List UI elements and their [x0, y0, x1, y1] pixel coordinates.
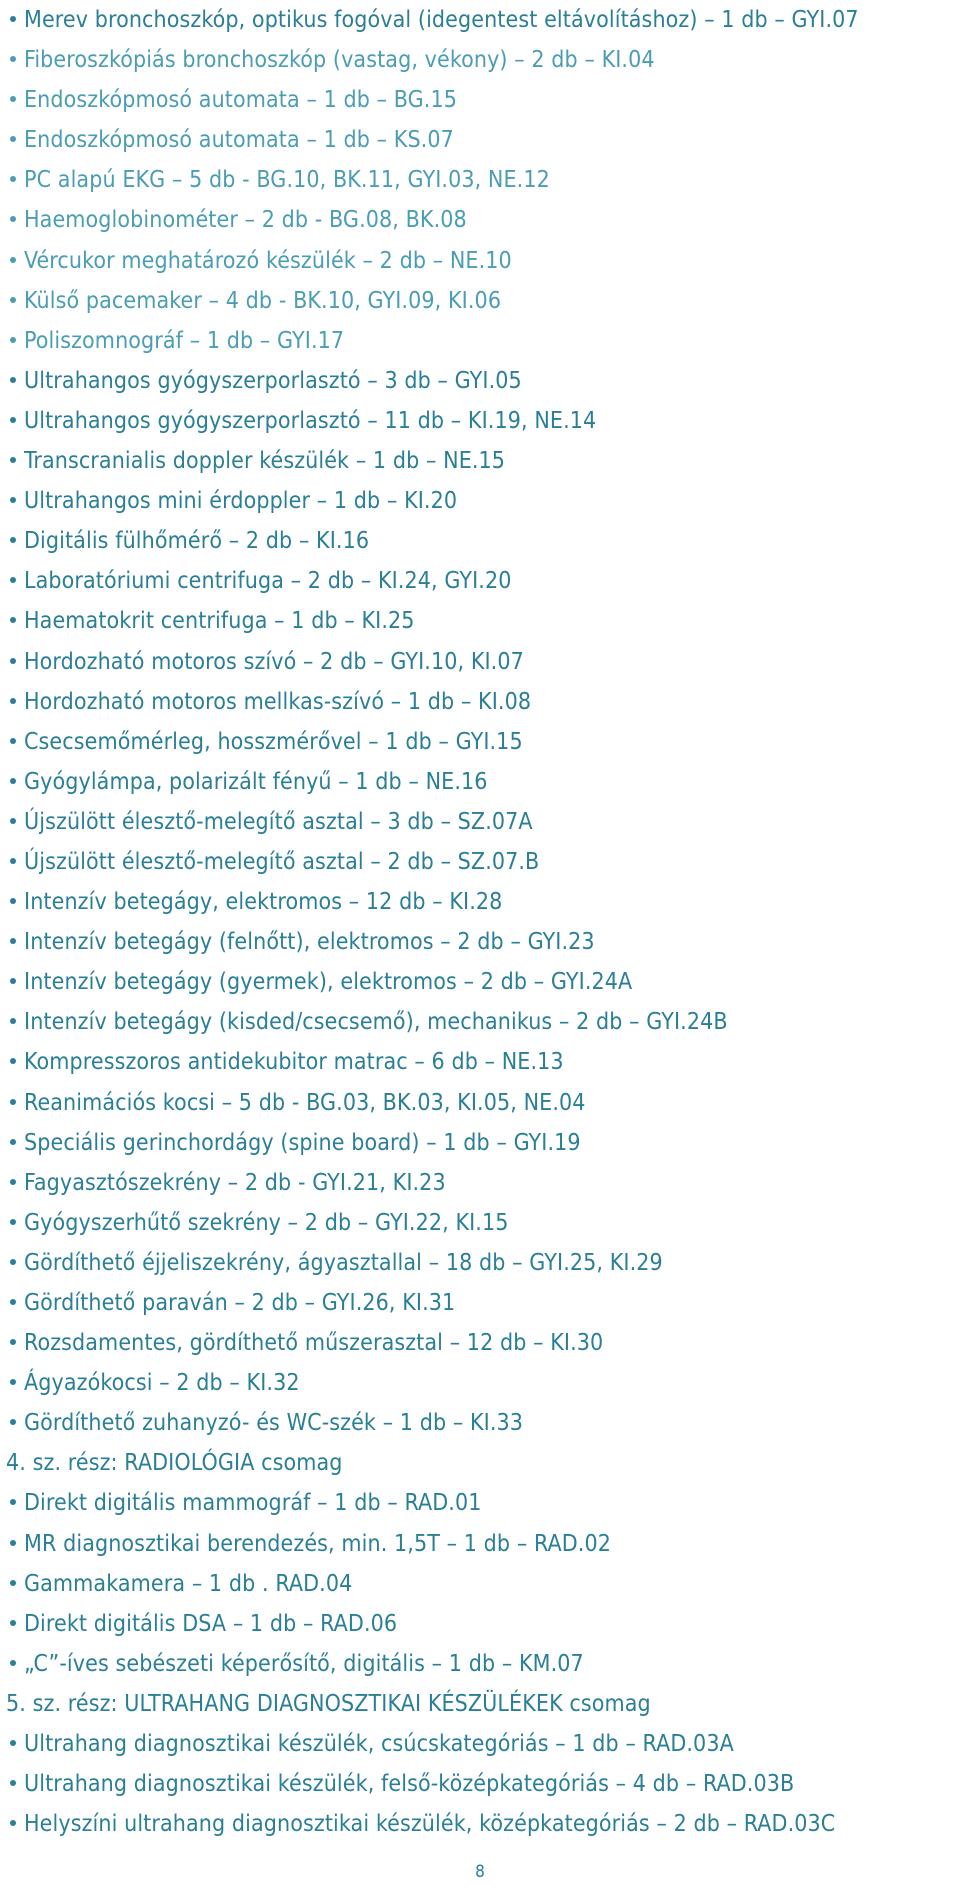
bullet-icon [10, 1740, 16, 1746]
list-item-text: Digitális fülhőmérő – 2 db – KI.16 [24, 528, 370, 555]
list-item-text: Endoszkópmosó automata – 1 db – KS.07 [24, 127, 454, 154]
bullet-icon [10, 1259, 16, 1265]
list-item [6, 1524, 956, 1564]
list-item [6, 441, 956, 481]
bullet-icon [10, 1580, 16, 1586]
list-item-text: Direkt digitális DSA – 1 db – RAD.06 [24, 1610, 398, 1637]
list-item [6, 1644, 956, 1684]
bullet-icon [10, 738, 16, 744]
list-item [6, 1042, 956, 1082]
list-item [6, 1283, 956, 1323]
bullet-icon [10, 96, 16, 102]
section-heading-text: 5. sz. rész: ULTRAHANG DIAGNOSZTIKAI KÉSZÜLÉKEK csomag [6, 1690, 651, 1717]
list-item-text: Intenzív betegágy (gyermek), elektromos – 2 db – GYI.24A [24, 969, 633, 996]
list-item-text: Hordozható motoros mellkas-szívó – 1 db – KI.08 [24, 688, 532, 715]
list-item [6, 241, 956, 281]
list-item-text: Ultrahang diagnosztikai készülék, felső-középkategóriás – 4 db – RAD.03B [24, 1771, 795, 1798]
bullet-icon [10, 1339, 16, 1345]
list-item-text: Ultrahangos gyógyszerporlasztó – 11 db – KI.19, NE.14 [24, 407, 597, 434]
list-item [6, 1764, 956, 1804]
list-item [6, 0, 956, 40]
bullet-icon [10, 1499, 16, 1505]
bullet-icon [10, 898, 16, 904]
list-item-text: PC alapú EKG – 5 db - BG.10, BK.11, GYI.03, NE.12 [24, 167, 550, 194]
section-heading-text: 4. sz. rész: RADIOLÓGIA csomag [6, 1450, 343, 1477]
list-item-text: Rozsdamentes, gördíthető műszerasztal – 12 db – KI.30 [24, 1330, 604, 1357]
list-item [6, 1724, 956, 1764]
list-item [6, 1002, 956, 1042]
bullet-icon [10, 377, 16, 383]
list-item [6, 1564, 956, 1604]
list-item-text: Újszülött élesztő-melegítő asztal – 2 db – SZ.07.B [24, 848, 540, 875]
list-item [6, 642, 956, 682]
list-item-text: Intenzív betegágy, elektromos – 12 db – KI.28 [24, 889, 503, 916]
list-item [6, 1203, 956, 1243]
page-number: 8 [475, 1862, 485, 1882]
list-item [6, 722, 956, 762]
list-item-text: Laboratóriumi centrifuga – 2 db – KI.24, GYI.20 [24, 568, 512, 595]
list-item [6, 481, 956, 521]
section-heading [6, 1443, 956, 1483]
bullet-icon [10, 457, 16, 463]
list-item [6, 1123, 956, 1163]
list-item-text: Intenzív betegágy (felnőtt), elektromos – 2 db – GYI.23 [24, 929, 595, 956]
list-item [6, 802, 956, 842]
section-heading [6, 1684, 956, 1724]
bullet-icon [10, 417, 16, 423]
list-item [6, 160, 956, 200]
list-item-text: Ultrahangos gyógyszerporlasztó – 3 db – GYI.05 [24, 367, 522, 394]
bullet-icon [10, 497, 16, 503]
list-item [6, 1804, 956, 1844]
list-item-text: Poliszomnográf – 1 db – GYI.17 [24, 327, 345, 354]
list-item [6, 1243, 956, 1283]
list-item-text: „C”-íves sebészeti képerősítő, digitális – 1 db – KM.07 [24, 1650, 584, 1677]
list-item-text: Haematokrit centrifuga – 1 db – KI.25 [24, 608, 415, 635]
list-item-text: Direkt digitális mammográf – 1 db – RAD.01 [24, 1490, 482, 1517]
list-item-text: Reanimációs kocsi – 5 db - BG.03, BK.03, KI.05, NE.04 [24, 1089, 586, 1116]
bullet-icon [10, 136, 16, 142]
bullet-icon [10, 938, 16, 944]
bullet-icon [10, 1219, 16, 1225]
list-item [6, 1163, 956, 1203]
list-item-text: Transcranialis doppler készülék – 1 db – NE.15 [24, 448, 506, 475]
list-item-text: Ultrahang diagnosztikai készülék, csúcskategóriás – 1 db – RAD.03A [24, 1731, 734, 1758]
bullet-icon [10, 978, 16, 984]
bullet-icon [10, 778, 16, 784]
list-item [6, 1403, 956, 1443]
list-item [6, 401, 956, 441]
bullet-icon [10, 1379, 16, 1385]
list-item-text: Merev bronchoszkóp, optikus fogóval (idegentest eltávolításhoz) – 1 db – GYI.07 [24, 7, 859, 33]
list-item-text: Gördíthető zuhanyzó- és WC-szék – 1 db – KI.33 [24, 1410, 524, 1437]
bullet-icon [10, 1540, 16, 1546]
list-item [6, 281, 956, 321]
list-item [6, 1604, 956, 1644]
list-item-text: Speciális gerinchordágy (spine board) – 1 db – GYI.19 [24, 1129, 581, 1156]
bullet-icon [10, 1018, 16, 1024]
list-item-text: Ágyazókocsi – 2 db – KI.32 [24, 1370, 300, 1397]
bullet-icon [10, 858, 16, 864]
bullet-icon [10, 176, 16, 182]
list-item-text: Gammakamera – 1 db . RAD.04 [24, 1570, 353, 1597]
bullet-icon [10, 1820, 16, 1826]
list-item [6, 882, 956, 922]
bullet-icon [10, 216, 16, 222]
bullet-icon [10, 1660, 16, 1666]
list-item-text: Ultrahangos mini érdoppler – 1 db – KI.20 [24, 488, 458, 515]
list-item-text: MR diagnosztikai berendezés, min. 1,5T – 1 db – RAD.02 [24, 1530, 611, 1557]
bullet-icon [10, 1620, 16, 1626]
bullet-icon [10, 1299, 16, 1305]
bullet-icon [10, 297, 16, 303]
list-item [6, 1323, 956, 1363]
bullet-icon [10, 1058, 16, 1064]
list-item [6, 762, 956, 802]
bullet-icon [10, 56, 16, 62]
list-item-text: Gördíthető éjjeliszekrény, ágyasztallal – 18 db – GYI.25, KI.29 [24, 1249, 663, 1276]
list-item [6, 120, 956, 160]
bullet-icon [10, 1179, 16, 1185]
bullet-icon [10, 617, 16, 623]
list-item [6, 321, 956, 361]
list-item-text: Külső pacemaker – 4 db - BK.10, GYI.09, KI.06 [24, 287, 502, 314]
list-item-text: Haemoglobinométer – 2 db - BG.08, BK.08 [24, 207, 467, 234]
bullet-icon [10, 257, 16, 263]
bullet-icon [10, 1780, 16, 1786]
list-item-text: Újszülött élesztő-melegítő asztal – 3 db – SZ.07A [24, 808, 533, 835]
list-item [6, 842, 956, 882]
list-item-text: Hordozható motoros szívó – 2 db – GYI.10, KI.07 [24, 648, 524, 675]
list-item [6, 361, 956, 401]
list-item-text: Fagyasztószekrény – 2 db - GYI.21, KI.23 [24, 1169, 446, 1196]
list-item-text: Vércukor meghatározó készülék – 2 db – NE.10 [24, 247, 512, 274]
list-item-text: Intenzív betegágy (kisded/csecsemő), mechanikus – 2 db – GYI.24B [24, 1009, 728, 1036]
list-item [6, 200, 956, 240]
list-item-text: Gyógylámpa, polarizált fényű – 1 db – NE.16 [24, 768, 488, 795]
list-item-text: Gyógyszerhűtő szekrény – 2 db – GYI.22, KI.15 [24, 1209, 509, 1236]
list-item [6, 682, 956, 722]
list-item-text: Endoszkópmosó automata – 1 db – BG.15 [24, 87, 457, 114]
list-item [6, 521, 956, 561]
bullet-icon [10, 537, 16, 543]
bullet-icon [10, 337, 16, 343]
bullet-icon [10, 1419, 16, 1425]
list-item [6, 40, 956, 80]
bullet-icon [10, 16, 16, 22]
bullet-icon [10, 818, 16, 824]
list-item [6, 1363, 956, 1403]
bullet-icon [10, 658, 16, 664]
list-item-text: Fiberoszkópiás bronchoszkóp (vastag, vékony) – 2 db – KI.04 [24, 47, 655, 74]
list-item-text: Gördíthető paraván – 2 db – GYI.26, KI.31 [24, 1290, 456, 1316]
equipment-list [6, 0, 956, 1844]
list-item [6, 80, 956, 120]
list-item [6, 1483, 956, 1523]
list-item [6, 922, 956, 962]
bullet-icon [10, 577, 16, 583]
list-item [6, 1083, 956, 1123]
list-item-text: Csecsemőmérleg, hosszmérővel – 1 db – GYI.15 [24, 728, 523, 755]
bullet-icon [10, 1139, 16, 1145]
list-item-text: Kompresszoros antidekubitor matrac – 6 db – NE.13 [24, 1049, 564, 1076]
bullet-icon [10, 1099, 16, 1105]
list-item [6, 561, 956, 601]
list-item [6, 962, 956, 1002]
list-item [6, 601, 956, 641]
bullet-icon [10, 698, 16, 704]
list-item-text: Helyszíni ultrahang diagnosztikai készülék, középkategóriás – 2 db – RAD.03C [24, 1811, 836, 1838]
